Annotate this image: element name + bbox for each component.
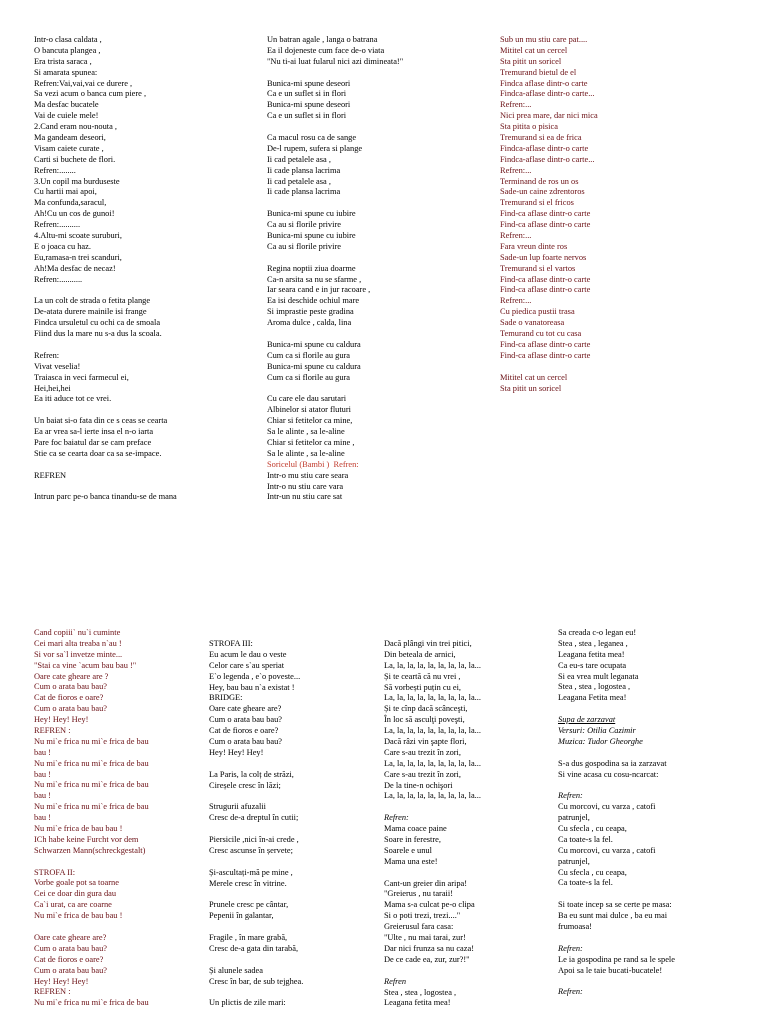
text-line: Cu sfecla , cu ceapa, [558, 867, 627, 877]
text-line [34, 340, 177, 351]
text-line [558, 889, 675, 900]
text-line: Vai de cuiele mele! [34, 111, 99, 121]
text-line: Ah!Cu un cos de gunoi! [34, 209, 115, 219]
text-line: Cum o arata bau bau? [34, 682, 108, 692]
text-line: În loc să asculţi poveşti, [384, 715, 465, 725]
text-line: Hey! Hey! Hey! [34, 976, 89, 986]
text-line: De la tine-n ochişori [384, 780, 453, 790]
text-line: Tremurand si el fricos [500, 198, 574, 208]
text-line: Ea iti aduce tot ce vrei. [34, 394, 112, 404]
text-line: Fragile , în mare grabă, [209, 933, 288, 943]
text-line: Ea ar vrea sa-l ierte insa el n-o iarta [34, 427, 154, 437]
text-line [558, 977, 675, 988]
text-line: Un batran agale , langa o batrana [267, 35, 378, 44]
text-line: Și te cînp dacă scânceşti, [384, 704, 468, 714]
text-line [267, 253, 403, 264]
text-line: Nu mi`e frica nu mi`e frica de bau [34, 758, 149, 768]
text-line: Si amarata spunea: [34, 67, 98, 77]
text-line: Cat de fioros e oare? [34, 693, 104, 703]
text-line: Ca eu-s tare ocupata [558, 660, 627, 670]
text-line: Sade-un lup foarte nervos [500, 252, 587, 262]
top-right-column [500, 35, 598, 394]
text-line: Sta pitita o pisica [500, 122, 558, 132]
text-line: Cant-un greier din aripa! [384, 878, 468, 888]
text-line: Ma desfac bucatele [34, 100, 99, 110]
bottom-column-4 [558, 628, 675, 998]
text-line: bau ! [34, 769, 51, 779]
text-line [384, 802, 481, 813]
text-line: Refren:.......... [34, 220, 81, 230]
text-line: Oare cate gheare are? [34, 932, 107, 942]
text-line: Vorbe goale pot sa toarne [34, 878, 119, 888]
text-line: Find-ca aflase dintr-o carte [500, 209, 591, 219]
text-line: Care s-au trezit în zori, [384, 747, 461, 757]
text-line: Bunica-mi spune cu caldura [267, 361, 361, 371]
text-line: E o joaca cu haz. [34, 241, 91, 251]
text-line: Ma gandeam deseori, [34, 133, 106, 143]
text-line: Stea , stea , logostea , [558, 682, 631, 692]
text-line: Și-ascultați-mă pe mine , [209, 867, 293, 877]
text-line [34, 482, 177, 493]
text-line: Cu morcovi, cu varza , catofi [558, 802, 656, 812]
text-line: REFREN : [34, 987, 71, 997]
text-line: patrunjel, [558, 856, 590, 866]
text-line: Refren: [384, 813, 409, 823]
text-line: Era trista saraca , [34, 56, 92, 66]
text-line: Mama s-a culcat pe-o clipa [384, 900, 475, 910]
text-line: REFREN : [34, 726, 71, 736]
text-line [209, 824, 303, 835]
text-line: Nu mi`e frica nu mi`e frica de bau [34, 736, 149, 746]
text-line: Cresc ascunse în șervete; [209, 845, 293, 855]
text-line: Refren:... [500, 165, 532, 175]
text-line: bau ! [34, 813, 51, 823]
text-line: Ea il dojeneste cum face de-o viata [267, 45, 385, 55]
text-line: Supa de zarzavat [558, 715, 616, 725]
text-line: Refren:... [500, 231, 532, 241]
text-line [209, 955, 303, 966]
text-line: Nu mi`e frica nu mi`e frica de bau [34, 998, 149, 1008]
text-line: Merele cresc în vitrine. [209, 878, 287, 888]
text-line: Celor care s`au speriat [209, 660, 285, 670]
text-line: Piersicile ,nici în-ai crede , [209, 835, 299, 845]
text-line: 4.Altu-mi scoate suruburi, [34, 231, 122, 241]
text-line: Cei ce doar din gura dau [34, 889, 117, 899]
text-line: Find-ca aflase dintr-o carte [500, 285, 591, 295]
text-line: Cresc de-a gata din tarabă, [209, 943, 299, 953]
text-line: frumoasa! [558, 922, 592, 932]
text-line [209, 889, 303, 900]
text-line: Nu mi`e frica nu mi`e frica de bau [34, 780, 149, 790]
text-line: Soarele e unul [384, 845, 432, 855]
text-line [384, 868, 481, 879]
text-line: Bunica-mi spune deseori [267, 78, 351, 88]
text-line: Stie ca se cearta doar ca sa se-impace. [34, 448, 162, 458]
text-line: Sa creada c-o legan eu! [558, 628, 637, 637]
text-line: Carti si buchete de flori. [34, 154, 116, 164]
text-line: La, la, la, la, la, la, la, la, la... [384, 660, 481, 670]
text-line: Soricelul (Bambi ) Refren: [267, 459, 359, 469]
text-line: Cum o arata bau bau? [209, 737, 283, 747]
text-line: Sta pitit un soricel [500, 56, 562, 66]
text-line: De-l rupem, sufera si plange [267, 143, 363, 153]
text-line: "Nu ti-ai luat fularul nici azi dimineata!" [267, 56, 404, 66]
text-line: STROFA III: [209, 639, 253, 648]
text-line: Schwarzen Mann(schreckgestalt) [34, 845, 146, 855]
text-line: Sub un mu stiu care pat.... [500, 35, 588, 44]
bottom-column-3 [384, 639, 481, 1009]
text-line: "Greierus , nu taraii! [384, 889, 453, 899]
text-line: Sa le alinte , sa le-aline [267, 427, 345, 437]
text-line: Findca-aflase dintr-o carte [500, 143, 589, 153]
text-line: Ca toate-s la fel. [558, 878, 613, 888]
text-line [209, 988, 303, 999]
text-line: Pare foc baiatul dar se cam preface [34, 437, 152, 447]
text-line: Refren:........... [34, 274, 83, 284]
text-line: Hey! Hey! Hey! [209, 747, 264, 757]
text-line: Ca toate-s la fel. [558, 834, 613, 844]
text-line: Intr-o nu stiu care vara [267, 481, 344, 491]
text-line: Nu mi`e frica nu mi`e frica de bau [34, 802, 149, 812]
text-line: Leagana Fetita mea! [558, 693, 627, 703]
text-line: Cum o arata bau bau? [34, 943, 108, 953]
text-line: Prunele cresc pe cântar, [209, 900, 289, 910]
text-line: Si imprastie peste gradina [267, 307, 354, 317]
top-middle-column [267, 35, 403, 503]
text-line: Cand copiii` nu`i cuminte [34, 628, 121, 637]
text-line: patrunjel, [558, 813, 590, 823]
text-line: Fara vreun dinte ros [500, 241, 568, 251]
text-line: La Paris, la colț de străzi, [209, 769, 294, 779]
text-line: Un plictis de zile mari: [209, 998, 286, 1008]
text-line: Find-ca aflase dintr-o carte [500, 220, 591, 230]
text-line: 3.Un copil ma burduseste [34, 176, 120, 186]
text-line: Refren:... [500, 100, 532, 110]
text-line: Dar nici frunza sa nu caza! [384, 943, 474, 953]
text-line [558, 780, 675, 791]
text-line: Si vine acasa cu cosu-ncarcat: [558, 769, 659, 779]
text-line: Ca`i urat, ca are coarne [34, 900, 112, 910]
text-line: Si vor sa`l invetze minte... [34, 649, 123, 659]
text-line: Leagana fetita mea! [558, 649, 625, 659]
text-line: Cum o arata bau bau? [34, 704, 108, 714]
text-line [558, 748, 675, 759]
text-line: Chiar si fetitelor ca mine , [267, 437, 355, 447]
text-line [34, 285, 177, 296]
text-line: Cireșele cresc în lăzi; [209, 780, 281, 790]
text-line: Temurand cu tot cu casa [500, 329, 582, 339]
text-line: Ii cad petalele asa , [267, 176, 331, 186]
text-line [267, 384, 403, 395]
text-line: Ca au si florile privire [267, 241, 341, 251]
text-line: De ce cade ea, zur, zur?!" [384, 954, 470, 964]
text-line: Refren:... [500, 296, 532, 306]
text-line: Refren: [34, 350, 60, 360]
text-line: Eu acum le dau o veste [209, 649, 287, 659]
text-line: ICh habe keine Furcht vor dem [34, 834, 139, 844]
text-line: "Ulte , nu mai tarai, zur! [384, 933, 466, 943]
text-line: Ca e un suflet si in flori [267, 89, 347, 99]
text-line: Ca macul rosu ca de sange [267, 133, 357, 143]
text-line: Cum ca si florile au gura [267, 350, 351, 360]
text-line: E`o legenda , e`o poveste... [209, 671, 301, 681]
text-line [500, 362, 598, 373]
top-left-column [34, 35, 177, 503]
text-line: bau ! [34, 791, 51, 801]
text-line: Versuri: Otilia Cazimir [558, 726, 636, 736]
text-line: Find-ca aflase dintr-o carte [500, 350, 591, 360]
text-line [209, 791, 303, 802]
text-line: Din beteala de arnici, [384, 649, 456, 659]
text-line: Tremurand si ea de frica [500, 133, 582, 143]
text-line [34, 857, 149, 868]
text-line: Findca aflase dintr-o carte [500, 78, 588, 88]
text-line: Traiasca in veci farmecul ei, [34, 372, 129, 382]
text-line [267, 329, 403, 340]
text-line: Vivat veselia! [34, 361, 81, 371]
text-line: Muzica: Tudor Gheorghe [558, 736, 643, 746]
text-line: Sa le alinte , sa le-aline [267, 448, 345, 458]
text-line: Cresc de-a dreptul în cutii; [209, 813, 299, 823]
text-line: Hey! Hey! Hey! [34, 715, 89, 725]
text-line: Cu care ele dau sarutari [267, 394, 347, 404]
text-line: Refren: [558, 791, 583, 801]
text-line: Ah!Ma desfac de necaz! [34, 263, 116, 273]
text-line: Cresc în bar, de sub tejghea. [209, 976, 304, 986]
text-line: Ii cade plansa lacrima [267, 165, 341, 175]
text-line [267, 198, 403, 209]
text-line: Cat de fioros e oare? [209, 726, 279, 736]
text-line: Intr-o clasa caldata , [34, 35, 102, 44]
text-line: Refren: [558, 943, 583, 953]
text-line: Ca au si florile privire [267, 220, 341, 230]
text-line: Dacă plângi vin trei pitici, [384, 639, 472, 648]
text-line: Eu,ramasa-n trei scanduri, [34, 252, 122, 262]
text-line: Refren:........ [34, 165, 76, 175]
text-line: Cu sfecla , cu ceapa, [558, 824, 627, 834]
text-line: La un colt de strada o fetita plange [34, 296, 151, 306]
text-line: Ea isi deschide ochiul mare [267, 296, 360, 306]
text-line: Mititel cat un cercel [500, 45, 568, 55]
text-line: Pepenii în galantar, [209, 911, 274, 921]
text-line [267, 68, 403, 79]
text-line: Bunica-mi spune deseori [267, 100, 351, 110]
text-line: bau ! [34, 747, 51, 757]
text-line [558, 704, 675, 715]
text-line: Bunica-mi spune cu iubire [267, 209, 356, 219]
bottom-column-2 [209, 639, 303, 1009]
text-line: Apoi sa le taie bucati-bucatele! [558, 965, 663, 975]
bottom-column-1 [34, 628, 149, 1009]
text-line: Albinelor si atator fluturi [267, 405, 351, 415]
text-line: Find-ca aflase dintr-o carte [500, 274, 591, 284]
text-line: Findca-aflase dintr-o carte... [500, 89, 595, 99]
text-line [209, 922, 303, 933]
text-line: Refren: [558, 987, 583, 997]
text-line: Ma confunda,saracul, [34, 198, 107, 208]
text-line: BRIDGE: [209, 693, 243, 703]
text-line: Nici prea mare, dar nici mica [500, 111, 598, 121]
text-line: Ii cad petalele asa , [267, 154, 331, 164]
text-line: Cei mari alta treaba n`au ! [34, 638, 122, 648]
text-line: Soare in ferestre, [384, 835, 441, 845]
text-line: Cum o arata bau bau? [34, 965, 108, 975]
text-line: Cu hartii mai apoi, [34, 187, 97, 197]
text-line [209, 759, 303, 770]
text-line: Hei,hei,hei [34, 383, 71, 393]
text-line: Și te ceartă că nu vrei , [384, 671, 461, 681]
text-line: Sta pitit un soricel [500, 383, 562, 393]
text-line: Intrun parc pe-o banca tinandu-se de mana [34, 492, 177, 502]
text-line: O bancuta plangea , [34, 45, 101, 55]
text-line: Tremurand si el vartos [500, 263, 576, 273]
text-line [209, 857, 303, 868]
text-line: Cu morcovi, cu varza , catofi [558, 845, 656, 855]
text-line: Sa vezi acum o banca cum piere , [34, 89, 147, 99]
text-line: Ii cade plansa lacrima [267, 187, 341, 197]
text-line: Intr-un nu stiu care sat [267, 492, 343, 502]
text-line: Mititel cat un cercel [500, 372, 568, 382]
text-line: Dacă râzi vin şapte flori, [384, 737, 467, 747]
text-line: Nu mi`e frica de bau bau ! [34, 911, 123, 921]
text-line: Visam caiete curate , [34, 143, 104, 153]
text-line: Stea , stea , logostea , [384, 987, 457, 997]
text-line: Bunica-mi spune cu caldura [267, 339, 361, 349]
text-line: Hey, bau bau n`a existat ! [209, 682, 295, 692]
text-line: Leagana fetita mea! [384, 998, 451, 1008]
text-line: Oare cate gheare are ? [34, 671, 109, 681]
text-line: La, la, la, la, la, la, la, la, la... [384, 726, 481, 736]
text-line: Nu mi`e frica de bau bau ! [34, 824, 123, 834]
text-line: Fiind dus la mare nu s-a dus la scoala. [34, 329, 162, 339]
text-line: Chiar si fetitelor ca mine, [267, 416, 353, 426]
text-line: Sade o vanatoreasa [500, 318, 565, 328]
text-line: Mama una este! [384, 856, 438, 866]
text-line [34, 405, 177, 416]
text-line: Greierusul fara casa: [384, 922, 454, 932]
text-line: Regina noptii ziua doarme [267, 263, 356, 273]
text-line: La, la, la, la, la, la, la, la, la... [384, 693, 481, 703]
text-line [267, 122, 403, 133]
text-line: Și alunele sadea [209, 965, 263, 975]
text-line: La, la, la, la, la, la, la, la, la... [384, 758, 481, 768]
text-line: Refren:Vai,vai,vai ce durere , [34, 78, 133, 88]
text-line: Bunica-mi spune cu iubire [267, 231, 356, 241]
text-line: Si o poti trezi, trezi...." [384, 911, 461, 921]
text-line: Ca-n arsita sa nu se sfarme , [267, 274, 362, 284]
text-line: Cum o arata bau bau? [209, 715, 283, 725]
text-line: Strugurii afuzalii [209, 802, 266, 812]
text-line: La, la, la, la, la, la, la, la, la... [384, 791, 481, 801]
text-line: Intr-o mu stiu care seara [267, 470, 349, 480]
text-line: Cu piedica pustii trasa [500, 307, 575, 317]
text-line: S-a dus gospodina sa ia zarzavat [558, 758, 667, 768]
text-line: Refren [384, 976, 407, 986]
text-line [384, 966, 481, 977]
text-line: Terminand de ros un os [500, 176, 579, 186]
text-line: De-atata durere mainile isi frange [34, 307, 147, 317]
text-line: REFREN [34, 470, 67, 480]
text-line: 2.Cand eram nou-nouta , [34, 122, 118, 132]
text-line: Sade-un caine zdrentoros [500, 187, 585, 197]
text-line: Stea , stea , leganea , [558, 638, 628, 648]
text-line: Find-ca aflase dintr-o carte [500, 339, 591, 349]
text-line: Ca e un suflet si in flori [267, 111, 347, 121]
text-line: Tremurand bietul de el [500, 67, 577, 77]
text-line: Mama coace paine [384, 824, 447, 834]
text-line [558, 933, 675, 944]
text-line: Cum ca si florile au gura [267, 372, 351, 382]
text-line: Le ia gospodina pe rand sa le spele [558, 954, 675, 964]
text-line: Să vorbești puțin cu ei, [384, 682, 461, 692]
text-line: Oare cate gheare are? [209, 704, 282, 714]
text-line: Ba eu sunt mai dulce , ba eu mai [558, 911, 668, 921]
text-line: Si ea vrea mult leganata [558, 671, 639, 681]
text-line: STROFA II: [34, 867, 76, 877]
text-line: Si toate incep sa se certe pe masa: [558, 900, 672, 910]
text-line: Iar seara cand e in jur racoare , [267, 285, 371, 295]
text-line: Findca ursuletul cu ochi ca de smoala [34, 318, 161, 328]
text-line: Cat de fioros e oare? [34, 954, 104, 964]
text-line: Findca-aflase dintr-o carte... [500, 154, 595, 164]
text-line: Aroma dulce , calda, lina [267, 318, 352, 328]
text-line: Care s-au trezit în zori, [384, 769, 461, 779]
text-line [34, 922, 149, 933]
text-line: Un baiat si-o fata din ce s ceas se cearta [34, 416, 168, 426]
text-line [34, 460, 177, 471]
text-line: "Stai ca vine `acum bau bau !" [34, 660, 137, 670]
